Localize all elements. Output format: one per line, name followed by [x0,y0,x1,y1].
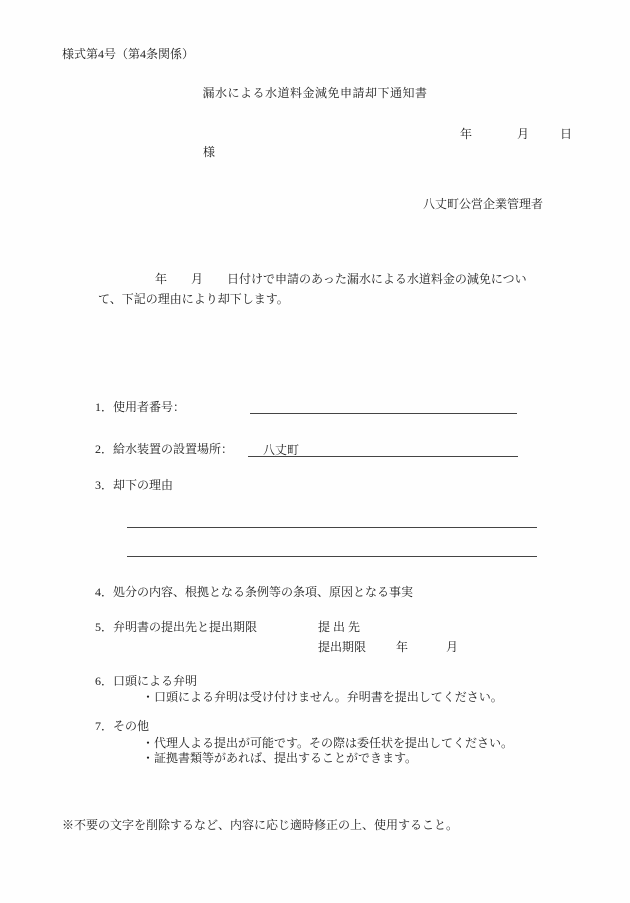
date-year-label: 年 [460,127,473,141]
item5-deadline-month-label: 月 [446,640,459,654]
item7-note-2: ・証拠書類等があれば、提出することができます。 [142,751,418,765]
issuer-name: 八丈町公営企業管理者 [423,197,544,211]
item5-label: 5．弁明書の提出先と提出期限 [95,620,258,634]
item4-label: 4．処分の内容、根拠となる条例等の条項、原因となる事実 [95,585,414,599]
date-month-label: 月 [517,127,530,141]
item3-label: 3．却下の理由 [95,478,174,492]
form-number: 様式第4号（第4条関係） [62,47,195,61]
page-title: 漏水による水道料金減免申請却下通知書 [202,86,428,100]
body-line-1: 年 月 日付けで申請のあった漏水による水道料金の減免につい [155,272,527,286]
item7-label: 7．その他 [95,719,150,733]
footer-note: ※不要の文字を削除するなど、内容に応じ適時修正の上、使用すること。 [62,818,459,832]
item1-label: 1．使用者番号： [95,400,186,414]
item6-label: 6．口頭による弁明 [95,674,198,688]
item5-deadline-label: 提出期限 [318,640,367,654]
recipient-suffix: 様 [203,145,216,159]
item3-fill-line-1 [127,527,537,528]
item5-submit-to-label: 提 出 先 [318,620,361,634]
body-line-2: て、下記の理由により却下します。 [98,292,289,306]
item2-label: 2．給水装置の設置場所： [95,442,234,456]
item7-note-1: ・代理人よる提出が可能です。その際は委任状を提出してください。 [142,736,514,750]
item2-value: 八丈町 [263,443,300,457]
item6-note-1: ・口頭による弁明は受け付けません。弁明書を提出してください。 [142,690,503,704]
item5-deadline-year-label: 年 [396,640,409,654]
item3-fill-line-2 [127,556,537,557]
item1-fill-line [250,413,517,414]
date-day-label: 日 [560,127,573,141]
